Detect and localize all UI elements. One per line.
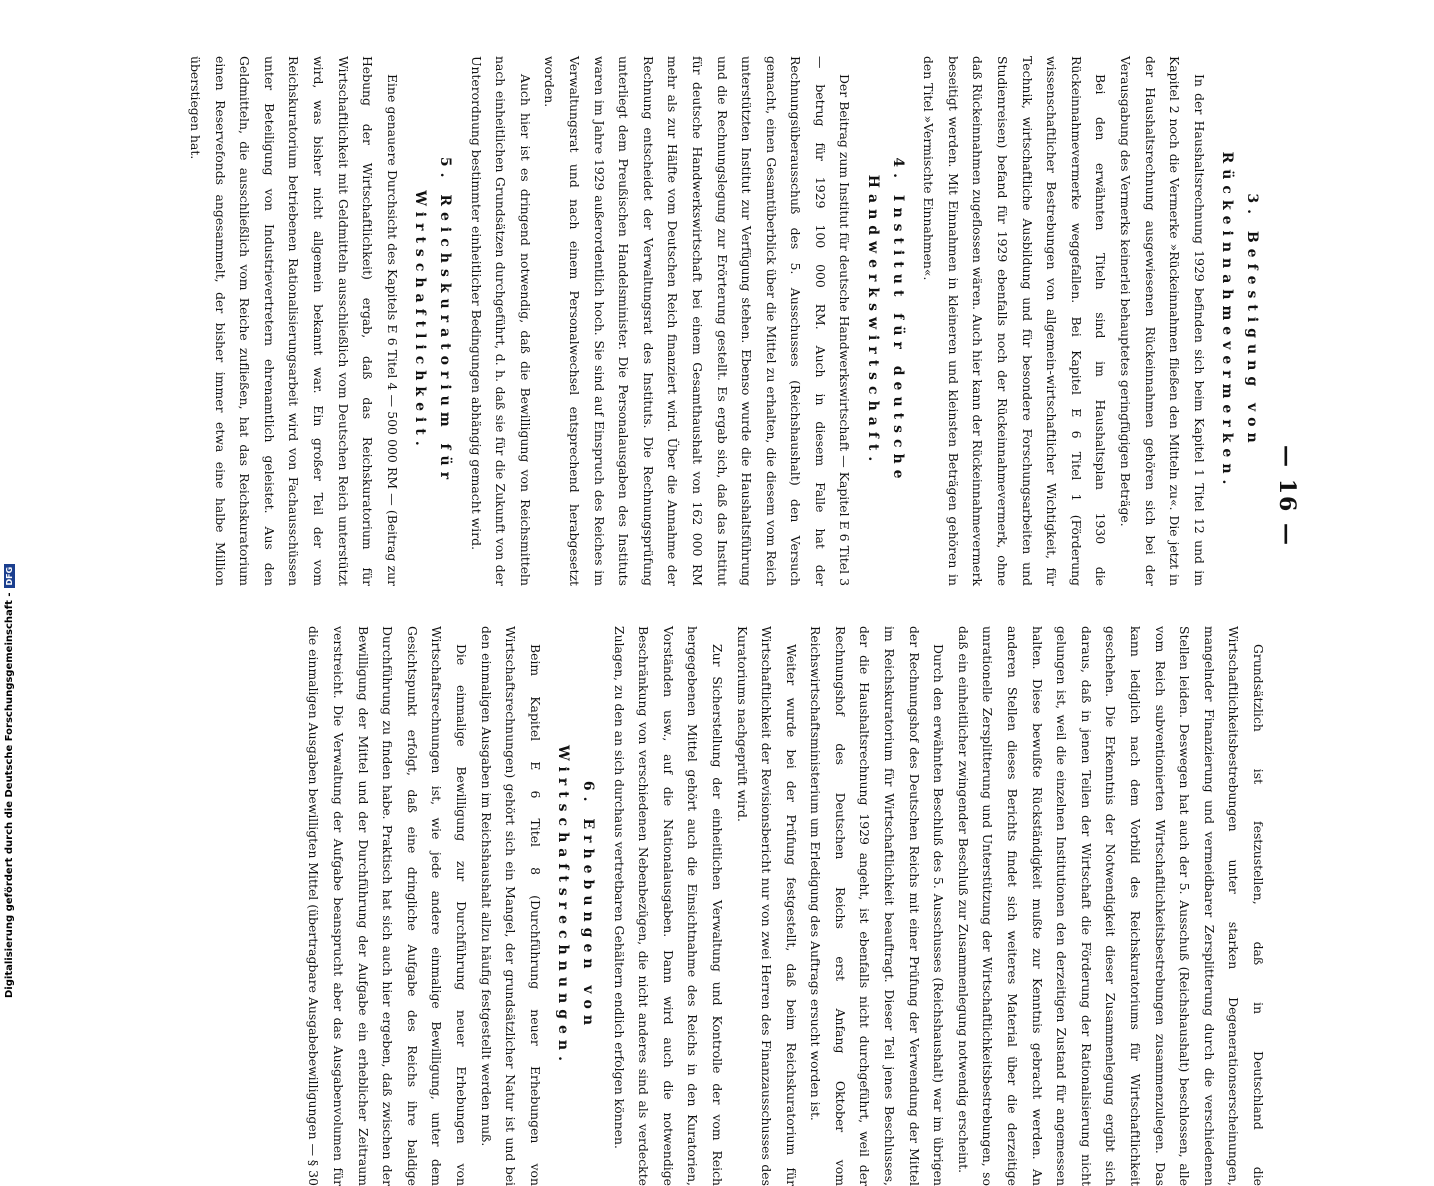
rotated-page bbox=[110, 56, 1300, 1186]
paragraph: In der Haushaltsrechnung 1929 befinden sich beim Kapitel 1 Titel 12 und im Kapitel 2 noch die Vermerke »Rückeinnahmen fließen den Mitteln zu«. Die jetzt in der Haushaltsrechnung ausgewiesenen Rückeinnahmen gehören sich bei der Verausgabung des Vermerks keinerlei behauptetes geringfügigen Beträge. bbox=[1118, 56, 1207, 586]
paragraph: Zur Sicherstellung der einheitlichen Verwaltung und Kontrolle der vom Reich hergegebenen Mittel gehört auch die Einsichtnahme des Reichs in den Kuratorien, Vorständen usw., auf die Nationalausgaben. Dann wird auch die notwendige Beschränkung von verschiedenen Nebenbezügen, die nicht anderes sind als verdeckte Zulagen, zu den an sich durchaus vertretbaren Gehältern endlich erfolgen können. bbox=[611, 626, 725, 1186]
right-column bbox=[301, 626, 1270, 1186]
dfg-logo-icon: DFG bbox=[4, 564, 15, 589]
left-column bbox=[182, 56, 1270, 586]
paragraph: Der Beitrag zum Institut für deutsche Handwerkswirtschaft — Kapitel E 6 Titel 3 — betrug für 1929 100 000 RM. Auch in diesem Falle hat der Rechnungsüberausschuß des 5. Ausschusses (Reichshaushalt) den Versuch gemacht, einen Gesamtüberblick über die Mittel zu erhalten, die diesem vom Reich unterstützten Institut zur Verfügung stehen. Ebenso wurde die Haushaltsführung und die Rechnungslegung zur Erörterung gestellt. Es ergab sich, daß das Institut für deutsche Handwerkswirtschaft bei einem Gesamthaushalt von 162 000 RM mehr als zur Hälfte vom Deutschen Reich finanziert wird. Über die Annahme der Rechnung entscheidet der Verwaltungsrat des Instituts. Die Rechnungsprüfung unterliegt dem Preußischen Handelsminister. Die Personalausgaben des Instituts waren im Jahre 1929 außerordentlich hoch. Sie sind auf Einspruch des Reiches im Verwaltungsrat und nach einem Personalwechsel entsprechend herabgesetzt worden. bbox=[542, 56, 853, 586]
paragraph: Weiter wurde bei der Prüfung festgestellt, daß beim Reichskuratorium für Wirtschaftlichkeit der Revisionsbericht nur von zwei Herren des Finanzausschusses des Kuratoriums nachgeprüft wird. bbox=[734, 626, 799, 1186]
paragraph: Die einmalige Bewilligung zur Durchführung neuer Erhebungen von Wirtschaftsrechnungen ist, wie jede andere einmalige Bewilligung, unter dem Gesichtspunkt erfolgt, daß eine dringliche Aufgabe des Reichs ihre baldige Durchführung zu finden habe. Praktisch hat sich auch hier ergeben, daß zwischen der Bewilligung der Mittel und der Durchführung der Aufgabe ein erheblicher Zeitraum verstreicht. Die Verwaltung der Aufgabe beansprucht aber das Ausgabenvolumen für die einmaligen Ausgaben bewilligten Mittel (übertragbare Ausgabebewilligungen — § 30 bbox=[306, 626, 469, 1186]
paragraph: Eine genauere Durchsicht des Kapitels E 6 Titel 4 — 500 000 RM — (Beitrag zur Hebung der Wirtschaftlichkeit) ergab, daß das Reichskuratorium für Wirtschaftlichkeit mit Geldmitteln ausschließlich vom Deutschen Reich unterstützt wird, was bisher nicht allgemein bekannt war. Ein großer Teil der vom Reichskuratorium betriebenen Rationalisierungsarbeit wird von Fachausschüssen unter Beteiligung von Industrievertretern ehrenamtlich geleistet. Aus den Geldmitteln, die ausschließlich vom Reiche zufließen, hat das Reichskuratorium einen Reservefonds angesammelt, der bisher immer etwa eine halbe Million überstiegen hat. bbox=[188, 56, 400, 586]
section-6-heading: 6. Erhebungen von Wirtschaftsrechnungen. bbox=[555, 745, 596, 1067]
footer-text: Digitalisierung gefördert durch die Deutsche Forschungsgemeinschaft - bbox=[4, 592, 15, 998]
paragraph: Bei den erwähnten Titeln sind im Haushaltsplan 1930 die Rückeinnahmevermerke weggefallen. Bei Kapitel E 6 Titel 1 (Förderung wissenschaftlicher Bestrebungen von allgemein-wirtschaftlicher Wichtigkeit, für Technik, wirtschaftliche Ausbildung und für besondere Forschungsarbeiten und Studienreisen) befand für 1929 ebenfalls noch der Rückeinnahmevermerk, ohne daß Rückeinnahmen zugeflossen wären. Auch hier kann der Rückeinnahmevermerk beseitigt werden. Mit Einnahmen in kleineren und kleinsten Beträgen gehören in den Titel »Vermischte Einnahmen«. bbox=[921, 56, 1109, 586]
paragraph: Durch den erwähnten Beschluß des 5. Ausschusses (Reichshaushalt) war im übrigen der Rechnungshof des Deutschen Reichs mit einer Prüfung der Verwendung der Mittel im Reichskuratorium für Wirtschaftlichkeit beauftragt. Dieser Teil jenes Beschlusses, der die Haushaltsrechnung 1929 angeht, ist ebenfalls nicht durchgeführt, weil der Rechnungshof des Deutschen Reichs erst Anfang Oktober vom Reichswirtschaftsministerium um Erledigung des Auftrags ersucht worden ist. bbox=[808, 626, 947, 1186]
section-5-heading: 5. Reichskuratorium für Wirtschaftlichkeit. bbox=[412, 156, 453, 486]
paragraph: Auch hier ist es dringend notwendig, daß die Bewilligung von Reichsmitteln nach einheitlichen Grundsätzen durchgeführt, d. h. daß sie für die Zukunft von der Unterordnung bestimmter einheitlicher Bedingungen abhängig gemacht wird. bbox=[468, 56, 533, 586]
page-number: — 16 — bbox=[1274, 445, 1300, 547]
paragraph: Beim Kapitel E 6 Titel 8 (Durchführung neuer Erhebungen von Wirtschaftsrechnungen) gehört sich ein Mangel, der grundsätzlicher Natur ist und bei den einmaligen Ausgaben im Reichshaushalt allzu häufig festgestellt werden muß. bbox=[478, 626, 543, 1186]
section-3-heading: 3. Befestigung von Rückeinnahmevermerken. bbox=[1219, 151, 1260, 491]
paragraph: Grundsätzlich ist festzustellen, daß in Deutschland die Wirtschaftlichkeitsbestrebungen unter starken Degenerationserscheinungen, mangelnder Finanzierung und vermeidbarer Zersplitterung durch die verschiedenen Stellen leiden. Deswegen hat auch der 5. Ausschuß (Reichshaushalt) beschlossen, alle vom Reich subventionierten Wirtschaftlichkeitsbestrebungen zusammenzulegen. Das kann lediglich nach dem Vorbild des Reichskuratoriums für Wirtschaftlichkeit geschehen. Die Erkenntnis der Notwendigkeit dieser Zusammenlegung ergibt sich daraus, daß in jenen Teilen der Wirtschaft die Förderung der Rationalisierung nicht gelungen ist, weil die einzelnen Institutionen den derzeitigen Zustand für angemessen halten. Diese bewußte Rückständigkeit mußte zur Kenntnis gebracht werden. An anderen Stellen dieses Berichts findet sich weiteres Material über die derzeitige unrationelle Zersplitterung und Unterstützung der Wirtschaftlichkeitsbestrebungen, so daß ein einheitlicher zwingender Beschluß zur Zusammenlegung notwendig erscheint. bbox=[955, 626, 1266, 1186]
digitization-footer bbox=[4, 0, 15, 998]
section-4-heading: 4. Institut für deutsche Handwerkswirtschaft. bbox=[865, 157, 906, 485]
